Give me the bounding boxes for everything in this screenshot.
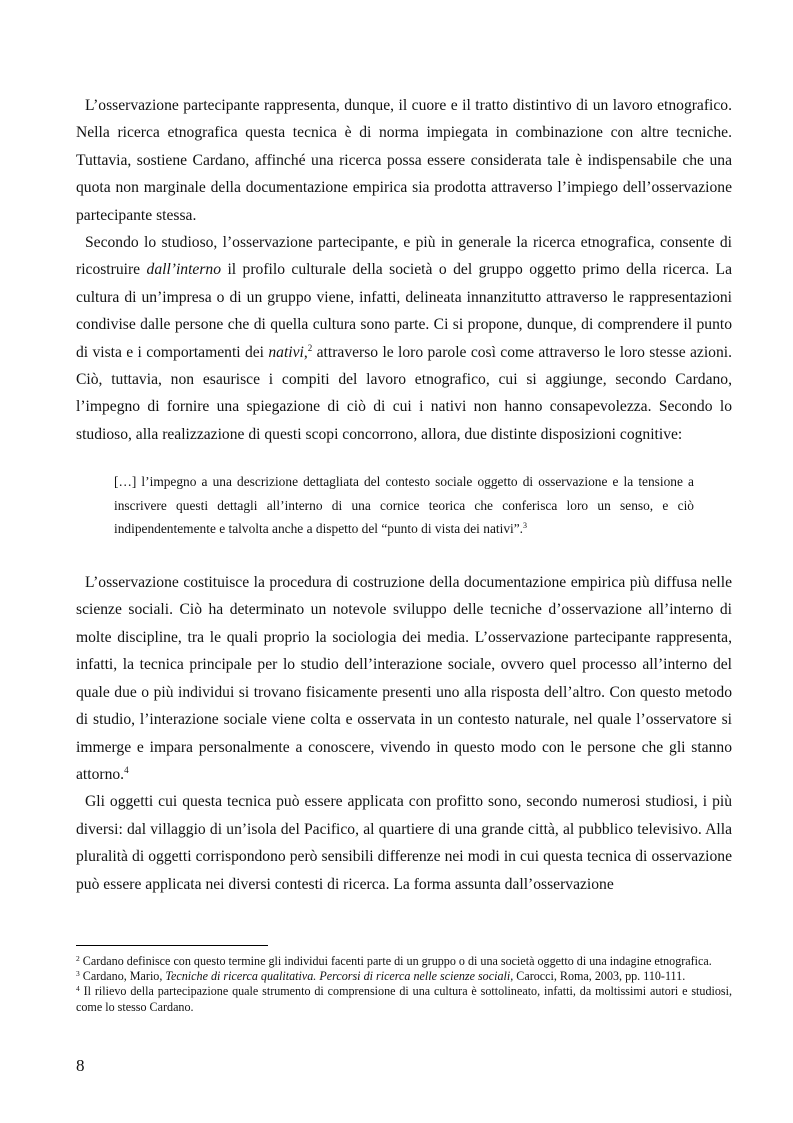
- paragraph-3-text: L’osservazione costituisce la procedura di costruzione della documentazione empirica più diffusa nelle scienze sociali. Ciò ha determinato un notevole sviluppo delle tecniche d’osservazione all’interno di molte discipline, tra le quali proprio la sociologia dei media. L’osservazione partecipante rappresenta, infatti, la tecnica principale per lo studio dell’interazione sociale, ovvero quel processo all’interno del quale due o più individui si trovano fisicamente presenti uno alla risposta dell’altro. Con questo metodo di studio, l’interazione sociale viene colta e osservata in un contesto naturale, nel quale l’osservatore si immerge e impara personalmente a conoscere, vivendo in questo modo con le persone che gli stanno attorno.: [76, 574, 732, 783]
- paragraph-2-text-d: attraverso le loro parole così come attraverso le loro stesse azioni. Ciò, tuttavia, non esaurisce i compiti del lavoro etnografico, cui si aggiunge, secondo Cardano, l’impegno di fornire una spiegazione di ciò di cui i nativi non hanno consapevolezza. Secondo lo studioso, alla realizzazione di questi scopi concorrono, allora, due distinte disposizioni cognitive:: [76, 343, 732, 443]
- footnote-separator: [76, 945, 268, 946]
- footnote-3-text-a: Cardano, Mario,: [79, 969, 166, 984]
- footnote-3-text-b: , Carocci, Roma, 2003, pp. 110-111.: [510, 969, 686, 984]
- paragraph-2-text-b: il profilo culturale della società o del gruppo oggetto primo della ricerca. La cultura di un’impresa o di un gruppo viene, infatti, delineata innanzitutto attraverso le rappresentazioni condivise dalle persone che di quella cultura sono parte. Ci si propone, dunque, di comprendere il punto di vista e i comportamenti dei: [76, 261, 732, 361]
- block-quote-text: […] l’impegno a una descrizione dettagliata del contesto sociale oggetto di osservazione e la tensione a inscrivere questi dettagli all’interno di una cornice teorica che conferisca loro un senso, e ciò indipendentemente e talvolta anche a dispetto del “punto di vista dei nativi”.: [114, 474, 694, 537]
- footnote-4-number: 4: [76, 984, 80, 994]
- footnote-3: [76, 969, 732, 984]
- paragraph-2: [76, 229, 732, 448]
- footnote-ref-4[interactable]: 4: [124, 764, 129, 775]
- paragraph-2-text-a: Secondo lo studioso, l’osservazione partecipante, e più in generale la ricerca etnografica, consente di ricostruire: [76, 234, 732, 279]
- footnote-4-text: Il rilievo della partecipazione quale strumento di comprensione di una cultura è sottolineato, infatti, da moltissimi autori e studiosi, come lo stesso Cardano.: [76, 984, 732, 1014]
- page-number: 8: [76, 1056, 85, 1075]
- paragraph-4: [76, 788, 732, 898]
- paragraph-4-text: Gli oggetti cui questa tecnica può essere applicata con profitto sono, secondo numerosi studiosi, i più diversi: dal villaggio di un’isola del Pacifico, al quartiere di una grande città, al pubblico televisivo. Alla pluralità di oggetti corrispondono però sensibili differenze nei modi in cui questa tecnica di osservazione può essere applicata nei diversi contesti di ricerca. La forma assunta dall’osservazione: [76, 793, 732, 893]
- paragraph-3: [76, 569, 732, 788]
- emphasis-dall-interno: dall’interno: [146, 261, 222, 279]
- block-quote: [114, 470, 694, 541]
- footnote-3-book-title: Tecniche di ricerca qualitativa. Percorsi di ricerca nelle scienze sociali: [165, 969, 511, 984]
- footnote-4: [76, 984, 732, 1014]
- page-body: [76, 92, 732, 898]
- footnote-ref-2[interactable]: 2: [307, 342, 313, 353]
- footnote-ref-3[interactable]: 3: [523, 521, 528, 531]
- footnote-3-number: 3: [76, 969, 80, 979]
- footnote-2-number: 2: [76, 954, 80, 963]
- footnotes: [76, 954, 732, 1015]
- paragraph-2-comma: ,: [303, 343, 308, 361]
- emphasis-nativi: nativi: [268, 343, 304, 361]
- footnote-2: [76, 954, 732, 969]
- footnote-2-text: Cardano definisce con questo termine gli individui facenti parte di un gruppo o di una società oggetto di una indagine etnografica.: [79, 954, 712, 968]
- paragraph-1: [76, 92, 732, 229]
- paragraph-1-text: L’osservazione partecipante rappresenta, dunque, il cuore e il tratto distintivo di un lavoro etnografico. Nella ricerca etnografica questa tecnica è di norma impiegata in combinazione con altre tecniche. Tuttavia, sostiene Cardano, affinché una ricerca possa essere considerata tale è indispensabile che una quota non marginale della documentazione empirica sia prodotta attraverso l’impiego dell’osservazione partecipante stessa.: [76, 97, 732, 224]
